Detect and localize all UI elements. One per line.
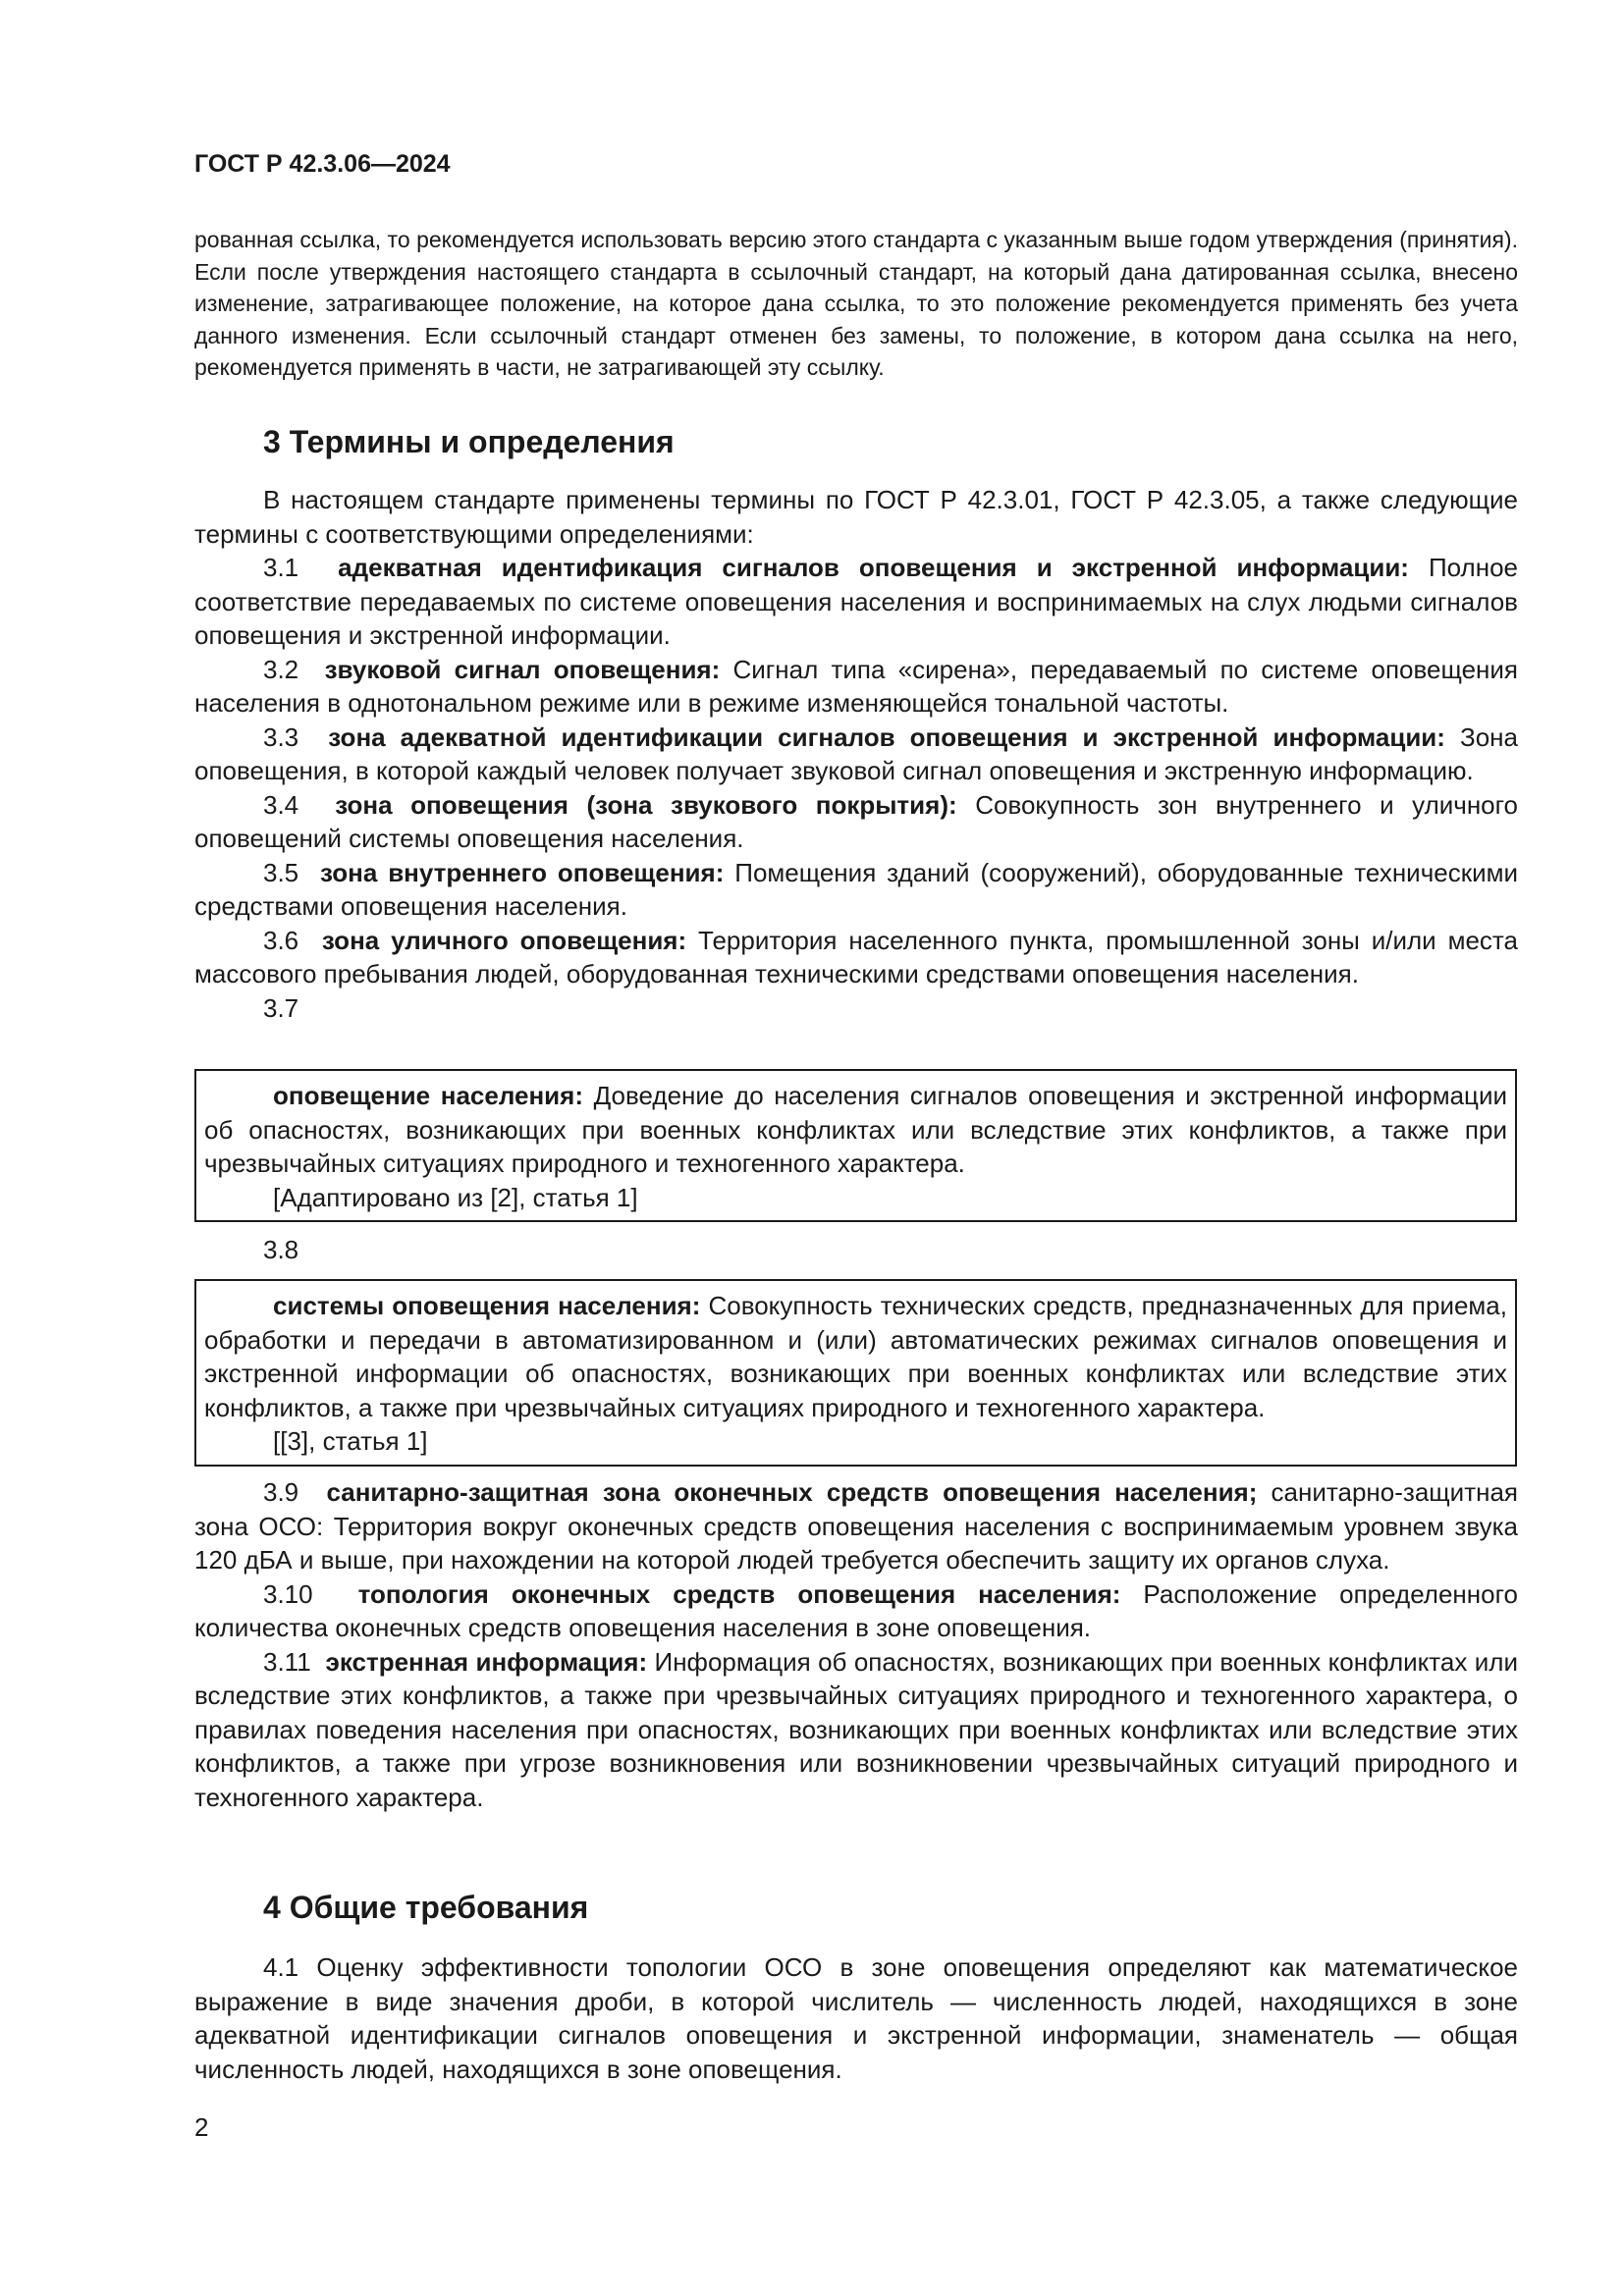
term-name: зона адекватной идентификации сигналов оповещения и экстренной информации: [328, 721, 1445, 752]
section-3-title: 3 Термины и определения [263, 424, 675, 459]
term-name: системы оповещения населения: [273, 1291, 701, 1320]
term-definition: Сигнал типа «сирена», передаваемый по системе оповещения населения в однотональном режиме или в режиме изменяющейся тональной частоты. [194, 654, 1518, 718]
term-number: 3.2 [263, 654, 299, 684]
section-4-body [194, 1950, 1518, 2086]
term-3-7-box [194, 1069, 1517, 1222]
term-3-10 [194, 1577, 1518, 1645]
term-3-6 [194, 924, 1518, 991]
document-header: ГОСТ Р 42.3.06—2024 [194, 150, 451, 178]
term-3-11 [194, 1645, 1518, 1815]
term-number: 3.10 [263, 1578, 313, 1609]
term-name: адекватная идентификация сигналов оповещения и экстренной информации: [338, 553, 1409, 582]
term-definition: Расположение определенного количества оконечных средств оповещения населения в зоне оповещения. [194, 1578, 1518, 1642]
term-3-9 [194, 1475, 1518, 1577]
term-name: зона уличного оповещения: [321, 925, 687, 955]
term-definition: Помещения зданий (сооружений), оборудованные техническими средствами оповещения населения. [194, 857, 1519, 921]
term-3-4 [194, 788, 1518, 856]
term-name: топология оконечных средств оповещения населения: [357, 1578, 1121, 1609]
term-name: звуковой сигнал оповещения: [324, 654, 721, 684]
term-3-8 [204, 1289, 1507, 1424]
term-definition: Территория населенного пункта, промышленной зоны и/или места массового пребывания людей, оборудованная техническими средствами оповещения населения. [194, 925, 1518, 988]
term-number: 3.3 [263, 721, 299, 752]
term-3-7-number: 3.7 [263, 992, 299, 1023]
term-3-8-box [194, 1279, 1517, 1467]
term-name: зона внутреннего оповещения: [319, 857, 725, 887]
term-definition: Полное соответствие передаваемых по системе оповещения населения и воспринимаемых на слух людьми сигналов оповещения и экстренной информации. [194, 553, 1518, 650]
term-number: 3.11 [263, 1646, 311, 1677]
section-3-intro: В настоящем стандарте применены термины по ГОСТ Р 42.3.01, ГОСТ Р 42.3.05, а также следующие термины с соответствующими определениями: [194, 485, 1518, 549]
term-3-7-source: [Адаптировано из [2], статья 1] [273, 1182, 638, 1212]
intro-paragraph: рованная ссылка, то рекомендуется использовать версию этого стандарта с указанным выше годом утверждения (принятия). Если после утверждения настоящего стандарта в ссылочный стандарт, на который дана датированная ссылка, внесено изменение, затрагивающее положение, на которое дана ссылка, то это положение рекомендуется применять без учета данного изменения. Если ссылочный стандарт отменен без замены, то положение, в котором дана ссылка на него, рекомендуется применять в части, не затрагивающей эту ссылку. [194, 227, 1518, 380]
term-name: оповещение населения: [273, 1081, 583, 1110]
term-definition: Зона оповещения, в которой каждый человек получает звуковой сигнал оповещения и экстренную информацию. [194, 721, 1518, 785]
term-number: 3.5 [263, 857, 299, 887]
term-name: экстренная информация: [325, 1646, 648, 1677]
term-3-3 [194, 721, 1518, 788]
term-name: зона оповещения (зона звукового покрытия): [335, 789, 957, 820]
term-3-8-source: [[3], статья 1] [273, 1426, 428, 1456]
intro-block [194, 224, 1518, 384]
term-definition: Доведение до населения сигналов оповещения и экстренной информации об опасностях, возникающих при военных конфликтах или вследствие этих конфликтов, а также при чрезвычайных ситуациях природного и техногенного характера. [204, 1081, 1507, 1178]
term-3-8-number: 3.8 [263, 1235, 299, 1264]
term-definition: Совокупность зон внутреннего и уличного оповещений системы оповещения населения. [194, 789, 1519, 853]
term-name: санитарно-защитная зона оконечных средств оповещения населения; [326, 1477, 1258, 1507]
term-3-2 [194, 653, 1518, 721]
term-number: 3.9 [263, 1477, 299, 1507]
term-3-1 [194, 551, 1518, 653]
term-number: 3.1 [263, 553, 299, 582]
section-3-body [194, 483, 1518, 1025]
page-number: 2 [194, 2112, 209, 2142]
section-4-title: 4 Общие требования [263, 1890, 589, 1925]
term-number: 3.6 [263, 925, 299, 955]
term-3-5 [194, 856, 1518, 924]
term-number: 3.4 [263, 789, 299, 820]
term-definition: санитарно-защитная зона ОСО: Территория вокруг оконечных средств оповещения населения с воспринимаемым уровнем звука 120 дБА и выше, при нахождении на которой людей требуется обеспечить защиту их органов слуха. [194, 1477, 1519, 1575]
section-4-paragraph-1: 4.1 Оценку эффективности топологии ОСО в зоне оповещения определяют как математическое выражение в виде значения дроби, в которой числитель — численность людей, находящихся в зоне адекватной идентификации сигналов оповещения и экстренной информации, знаменатель — общая численность людей, находящихся в зоне оповещения. [194, 1952, 1518, 2084]
term-definition: Информация об опасностях, возникающих при военных конфликтах или вследствие этих конфликтов, а также при чрезвычайных ситуациях природного и техногенного характера, о правилах поведения населения при опасностях, возникающих при военных конфликтах или вследствие этих конфликтов, а также при угрозе возникновения или возникновении чрезвычайных ситуаций природного и техногенного характера. [194, 1646, 1518, 1812]
term-definition: Совокупность технических средств, предназначенных для приема, обработки и передачи в автоматизированном и (или) автоматических режимах сигналов оповещения и экстренной информации об опасностях, возникающих при военных конфликтах или вследствие этих конфликтов, а также при чрезвычайных ситуациях природного и техногенного характера. [204, 1291, 1507, 1422]
section-3-body-cont [194, 1475, 1518, 1814]
term-3-7 [204, 1079, 1507, 1181]
